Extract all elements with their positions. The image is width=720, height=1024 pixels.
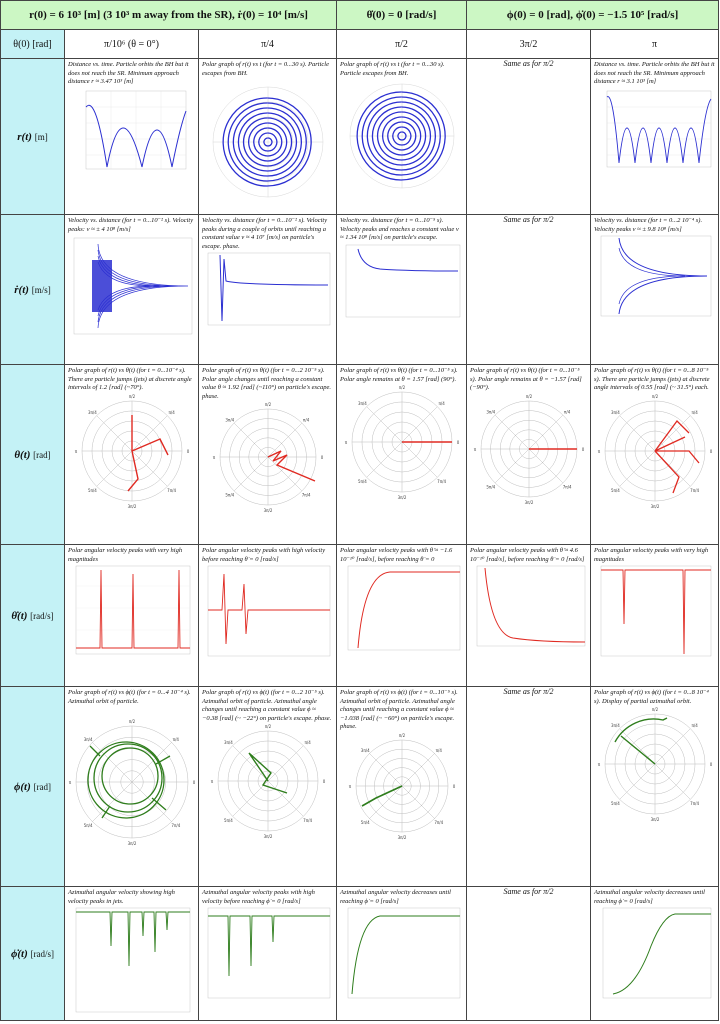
polar-angle-label: π/4: [302, 417, 309, 423]
polar-spoke: [268, 746, 303, 781]
polar-spoke: [232, 746, 267, 781]
polar-angle-label: 3π/4: [223, 740, 233, 746]
plot-phidot-2: [202, 906, 334, 1002]
polar-spoke: [529, 415, 563, 449]
polar-angle-label: 7π/4: [433, 819, 443, 825]
caption-phidot-1: Azimuthal angular velocity showing high velocity peaks in jets.: [68, 889, 175, 905]
cell-phi-3: [337, 687, 467, 887]
polar-angle-label: π/4: [172, 736, 179, 742]
caption-rdot-2: Velocity vs. distance (for t = 0...10⁻² s). Velocity peaks during a couple of orbits until reaching a constant value v ≈ 4 10⁷ [m/s] on particle's escape. phase.: [202, 217, 328, 250]
cell-theta-5: [591, 365, 719, 545]
polar-angle-label: 3π/2: [397, 834, 406, 840]
polar-spoke: [402, 442, 437, 477]
polar-angle-label: 3π/4: [610, 409, 620, 415]
row-r-symbol: r(t): [17, 130, 32, 143]
polar-angle-label: π/4: [437, 401, 445, 407]
polar-spoke: [268, 423, 302, 457]
polar-spiral-r-3: [340, 78, 464, 204]
cell-phidot-3: [337, 887, 467, 1021]
row-label-phidot: [1, 887, 65, 1021]
row-label-rdot: [1, 215, 65, 365]
theta-jets-5: [655, 421, 699, 493]
row-label-phi: [1, 687, 65, 887]
row-label-r: [1, 59, 65, 215]
cell-phi-2: [199, 687, 337, 887]
polar-phi-2: [203, 723, 333, 839]
polar-angle-label: π/2: [651, 393, 658, 399]
polar-spoke: [132, 415, 167, 450]
cell-r-5: [591, 59, 719, 215]
polar-angle-label: 5π/4: [360, 819, 370, 825]
polar-spiral-r-2: [203, 78, 333, 204]
row-thetadot-symbol: θ̇(t): [11, 609, 28, 622]
row-phidot-unit: [rad/s]: [30, 948, 54, 959]
polar-angle-label: 0: [322, 779, 325, 784]
polar-angle-label: π/2: [651, 707, 658, 712]
polar-angle-label: 3π/4: [610, 723, 620, 729]
cell-rdot-1: [65, 215, 199, 365]
polar-angle-label: 7π/4: [689, 487, 699, 493]
polar-angle-label: 3π/4: [224, 417, 234, 423]
polar-spoke: [366, 442, 401, 477]
corner-theta0: θ(0) [rad]: [1, 30, 65, 59]
caption-theta-1: Polar graph of r(t) vs θ(t) (for t = 0...10⁻⁴ s). There are particle jumps (jets) at discrete angle intervals of 1.2 [rad] (~70°).: [68, 367, 192, 391]
polar-spoke: [402, 786, 435, 819]
col-theta-2: π/4: [199, 30, 337, 59]
polar-angle-label: π/4: [690, 409, 698, 415]
cell-r-4: [467, 59, 591, 215]
caption-r-5: Distance vs. time. Particle orbits the BH but it does not reach the SR. Minimum approach distance r ≈ 3.1 10³ [m]: [594, 61, 715, 85]
polar-theta-2: [203, 401, 333, 513]
polar-angle-label: 3π/4: [485, 409, 495, 415]
cell-r-3: [337, 59, 467, 215]
header-initial-thetadot: θ̇(0) = 0 [rad/s]: [337, 1, 467, 30]
cell-phidot-5: [591, 887, 719, 1021]
cell-phi-5: [591, 687, 719, 887]
polar-theta-4: [470, 393, 588, 503]
polar-angle-label: π/2: [525, 393, 532, 399]
polar-spoke: [132, 742, 172, 782]
caption-phi-5: Polar graph of r(t) vs ϕ(t) (for t = 0...8 10⁻⁴ s). Display of partial azimuthal orbit.: [594, 689, 709, 705]
plot-rdot-5: [595, 234, 715, 318]
plot-rdot-1: [68, 234, 196, 338]
row-theta-unit: [rad]: [33, 449, 51, 460]
polar-phi-3: [340, 732, 464, 842]
polar-angle-label: π: [597, 762, 600, 767]
polar-angle-label: 3π/2: [650, 503, 659, 509]
polar-angle-label: 7π/4: [689, 800, 699, 806]
polar-angle-label: 0: [709, 762, 712, 767]
row-phi-unit: [rad]: [33, 781, 51, 792]
cell-thetadot-5: [591, 545, 719, 687]
caption-phidot-5: Azimuthal angular velocity decreases until reaching ϕ̇ = 0 [rad/s]: [594, 889, 705, 905]
polar-angle-label: π/4: [303, 740, 311, 746]
header-row: [1, 1, 719, 30]
row-thetadot: [1, 545, 719, 687]
caption-theta-4: Polar graph of r(t) vs θ(t) (for t = 0...10⁻⁵ s). Polar angle remains at θ = −1.57 [rad] (−90°).: [470, 367, 582, 391]
cell-theta-3: [337, 365, 467, 545]
plot-thetadot-5: [595, 564, 715, 660]
caption-rdot-5: Velocity vs. distance (for t = 0...2 10⁻⁴ s). Velocity peaks v ≈ ± 9.8 10⁸ [m/s]: [594, 217, 703, 233]
cell-r-2: [199, 59, 337, 215]
polar-angle-label: π: [597, 448, 600, 454]
cell-rdot-5: [591, 215, 719, 365]
row-theta: [1, 365, 719, 545]
theta-curve-2: [268, 451, 315, 481]
cell-rdot-3: [337, 215, 467, 365]
polar-angle-label: π/2: [398, 732, 405, 738]
polar-spoke: [402, 407, 437, 442]
plot-r-5: [595, 87, 715, 173]
caption-r-1: Distance vs. time. Particle orbits the BH but it does not reach the SR. Minimum approach distance r ≈ 3.47 10³ [m]: [68, 61, 189, 85]
polar-angle-label: 7π/4: [562, 483, 572, 489]
row-r-unit: [m]: [34, 131, 48, 142]
polar-angle-label: 5π/4: [610, 800, 620, 806]
polar-spoke: [234, 457, 268, 491]
polar-angle-label: 3π/2: [397, 495, 406, 500]
polar-spoke: [402, 753, 435, 786]
polar-angle-label: 0: [581, 446, 584, 452]
polar-angle-label: 3π/4: [357, 401, 367, 407]
polar-angle-label: 0: [320, 455, 323, 460]
cell-thetadot-1: [65, 545, 199, 687]
row-thetadot-unit: [rad/s]: [30, 610, 54, 621]
plot-thetadot-3: [340, 564, 464, 654]
polar-angle-label: 0: [709, 448, 712, 454]
polar-angle-label: 3π/4: [83, 736, 93, 742]
caption-phi-1: Polar graph of r(t) vs ϕ(t) (for t = 0...4 10⁻⁴ s). Azimuthal orbit of particle.: [68, 689, 191, 705]
polar-angle-label: 5π/4: [610, 487, 620, 493]
row-phidot-symbol: ϕ̇(t): [11, 947, 28, 960]
row-rdot-symbol: ṙ(t): [14, 283, 29, 296]
caption-r-3: Polar graph of r(t) vs t (for t = 0...30 s). Particle escapes from BH.: [340, 61, 445, 77]
polar-spoke: [96, 415, 131, 450]
header-initial-phi: ϕ(0) = 0 [rad], ϕ̇(0) = −1.5 10⁵ [rad/s]: [467, 1, 719, 30]
column-header-row: [1, 30, 719, 59]
polar-angle-label: 3π/2: [524, 499, 533, 505]
polar-phi-5: [595, 706, 715, 824]
col-theta-3: π/2: [337, 30, 467, 59]
polar-angle-label: 7π/4: [166, 487, 176, 493]
polar-angle-label: 7π/4: [302, 817, 312, 823]
caption-thetadot-5: Polar angular velocity peaks with very high magnitudes: [594, 547, 709, 563]
polar-angle-label: 5π/4: [224, 492, 234, 498]
polar-angle-label: π/2: [264, 402, 271, 407]
phi-arc-5: [615, 718, 667, 764]
cell-theta-1: [65, 365, 199, 545]
phi-curve-3: [362, 786, 402, 806]
polar-angle-label: π: [473, 446, 476, 452]
row-rdot: [1, 215, 719, 365]
cell-rdot-2: [199, 215, 337, 365]
polar-angle-label: π/4: [167, 409, 175, 415]
polar-angle-label: π: [348, 783, 351, 789]
row-phidot: [1, 887, 719, 1021]
polar-grid: [597, 707, 712, 822]
cell-thetadot-4: [467, 545, 591, 687]
polar-theta-1: [72, 393, 192, 511]
polar-angle-label: π/2: [128, 393, 135, 399]
caption-rdot-3: Velocity vs. distance (for t = 0...10⁻⁵ s). Velocity peaks and reaches a constant value v ≈ 1.34 10⁸ [m/s] on particle's escape.: [340, 217, 459, 241]
polar-spoke: [619, 415, 654, 450]
polar-angle-label: π: [212, 455, 215, 460]
polar-spoke: [655, 764, 690, 799]
cell-theta-4: [467, 365, 591, 545]
caption-thetadot-1: Polar angular velocity peaks with very high magnitudes: [68, 547, 183, 563]
polar-angle-label: π/4: [435, 747, 442, 753]
polar-spoke: [495, 415, 529, 449]
same-as-rdot-4: Same as for π/2: [503, 215, 554, 224]
cell-phidot-1: [65, 887, 199, 1021]
row-phi-symbol: ϕ(t): [14, 780, 31, 793]
cell-rdot-4: [467, 215, 591, 365]
col-theta-1: π/10⁶ (θ = 0°): [65, 30, 199, 59]
polar-grid: [348, 733, 455, 840]
plot-thetadot-2: [202, 564, 334, 660]
caption-thetadot-3: Polar angular velocity peaks with θ̇ ≈ −1.6 10⁻¹⁰ [rad/s], before reaching θ̇ = 0: [340, 547, 453, 563]
same-as-r-4: Same as for π/2: [503, 59, 554, 68]
polar-grid: [210, 724, 325, 839]
polar-angle-label: 3π/2: [263, 834, 272, 839]
polar-spoke: [619, 764, 654, 799]
polar-angle-label: π: [344, 440, 347, 445]
polar-angle-label: 3π/4: [87, 409, 97, 415]
caption-theta-2: Polar graph of r(t) vs θ(t) (for t = 0...2 10⁻⁵ s). Polar angle changes until reaching a constant value θ ≈ 1.92 [rad] (~110°) on particle's escape. phase.: [202, 367, 331, 400]
caption-theta-5: Polar graph of r(t) vs θ(t) (for t = 0...8 10⁻⁵ s). There are particle jumps (jets) at discrete angle intervals of 0.55 [rad] (~ 31.5°) each.: [594, 367, 710, 391]
plot-thetadot-1: [70, 564, 194, 658]
cell-phi-4: [467, 687, 591, 887]
header-initial-r: r(0) = 6 10³ [m] (3 10³ m away from the SR), ṙ(0) = 10⁴ [m/s]: [1, 1, 337, 30]
polar-angle-label: 5π/4: [83, 823, 93, 829]
polar-angle-label: π: [68, 780, 71, 785]
polar-spoke: [619, 729, 654, 764]
caption-thetadot-4: Polar angular velocity peaks with θ̇ ≈ 4.6 10⁻¹⁰ [rad/s], before reaching θ̇ = 0 [rad/s]: [470, 547, 585, 563]
polar-angle-label: 0: [186, 448, 189, 454]
col-theta-4: 3π/2: [467, 30, 591, 59]
cell-phidot-2: [199, 887, 337, 1021]
polar-theta-5: [595, 393, 715, 509]
caption-phi-2: Polar graph of r(t) vs ϕ(t) (for t = 0...2 10⁻⁵ s). Azimuthal orbit of particle. Azimuthal angle changes until reaching a constant value ϕ ≈ −0.38 [rad] (~ −22°) on particle's escape. phase.: [202, 689, 332, 722]
polar-spoke: [132, 451, 167, 486]
polar-angle-label: 0: [452, 783, 455, 789]
polar-angle-label: π: [210, 779, 213, 784]
polar-angle-label: π/2: [264, 724, 271, 729]
polar-angle-label: 0: [192, 780, 195, 785]
row-rdot-unit: [m/s]: [31, 284, 51, 295]
cell-r-1: [65, 59, 199, 215]
polar-spoke: [655, 415, 690, 450]
caption-phidot-2: Azimuthal angular velocity peaks with high velocity before reaching ϕ̇ = 0 [rad/s]: [202, 889, 315, 905]
plot-rdot-3: [340, 243, 464, 321]
polar-angle-label: 0: [456, 440, 459, 445]
caption-theta-3: Polar graph of r(t) vs θ(t) (for t = 0...10⁻⁵ s). Polar angle remains at θ = 1.57 [rad] (90°).: [340, 367, 458, 383]
cell-phi-1: [65, 687, 199, 887]
cell-thetadot-2: [199, 545, 337, 687]
polar-angle-label: 3π/4: [360, 747, 370, 753]
polar-spoke: [232, 781, 267, 816]
polar-spoke: [96, 451, 131, 486]
polar-spoke: [268, 781, 303, 816]
polar-spoke: [366, 407, 401, 442]
polar-angle-label: 5π/4: [223, 817, 233, 823]
same-as-phi-4: Same as for π/2: [503, 687, 554, 696]
phi-orbit-1: [88, 742, 170, 818]
polar-angle-label: π/2: [128, 719, 135, 724]
plot-thetadot-4: [469, 564, 589, 650]
polar-spoke: [369, 786, 402, 819]
polar-angle-label: π/2: [398, 385, 405, 390]
row-phi: [1, 687, 719, 887]
polar-angle-label: 5π/4: [357, 478, 367, 484]
polar-spoke: [619, 451, 654, 486]
polar-angle-label: 3π/2: [263, 508, 272, 513]
caption-r-2: Polar graph of r(t) vs t (for t = 0...30 s). Particle escapes from BH.: [202, 61, 329, 77]
caption-rdot-1: Velocity vs. distance (for t = 0...10⁻² s). Velocity peaks: v ≈ ± 4 10⁸ [m/s]: [68, 217, 194, 233]
polar-angle-label: 3π/2: [127, 841, 136, 846]
row-r: [1, 59, 719, 215]
col-theta-5: π: [591, 30, 719, 59]
row-theta-symbol: θ(t): [14, 448, 31, 461]
row-label-thetadot: [1, 545, 65, 687]
plot-rdot-2: [202, 251, 334, 329]
polar-spoke: [234, 423, 268, 457]
plot-phidot-5: [595, 906, 715, 1002]
cell-theta-2: [199, 365, 337, 545]
cell-thetadot-3: [337, 545, 467, 687]
same-as-phidot-4: Same as for π/2: [503, 887, 554, 896]
cell-phidot-4: [467, 887, 591, 1021]
polar-angle-label: π/4: [563, 409, 570, 415]
caption-thetadot-2: Polar angular velocity peaks with high velocity before reaching θ̇ = 0 [rad/s]: [202, 547, 326, 563]
polar-phi-1: [70, 706, 194, 850]
polar-spoke: [495, 449, 529, 483]
plot-r-1: [72, 87, 192, 177]
polar-angle-label: π/4: [690, 723, 698, 729]
polar-angle-label: π: [74, 448, 77, 454]
polar-angle-label: 7π/4: [301, 492, 311, 498]
polar-spoke: [655, 729, 690, 764]
polar-angle-label: 3π/2: [650, 817, 659, 822]
plot-phidot-3: [340, 906, 464, 1002]
polar-angle-label: 7π/4: [436, 478, 446, 484]
plot-phidot-1: [70, 906, 194, 1016]
polar-theta-3: [340, 384, 464, 502]
row-label-theta: [1, 365, 65, 545]
polar-angle-label: 5π/4: [87, 487, 97, 493]
caption-phidot-3: Azimuthal angular velocity decreases until reaching ϕ̇ = 0 [rad/s]: [340, 889, 451, 905]
polar-angle-label: 5π/4: [485, 483, 495, 489]
polar-spoke: [529, 449, 563, 483]
polar-angle-label: 3π/2: [127, 503, 136, 509]
polar-spoke: [369, 753, 402, 786]
caption-phi-3: Polar graph of r(t) vs ϕ(t) (for t = 0...10⁻⁵ s). Azimuthal orbit of particle. Azimuthal angle changes until reaching a constant value ϕ ≈ −1.038 [rad] (~ −60°) on particle's escape. phase.: [340, 689, 458, 730]
polar-angle-label: 7π/4: [170, 823, 180, 829]
